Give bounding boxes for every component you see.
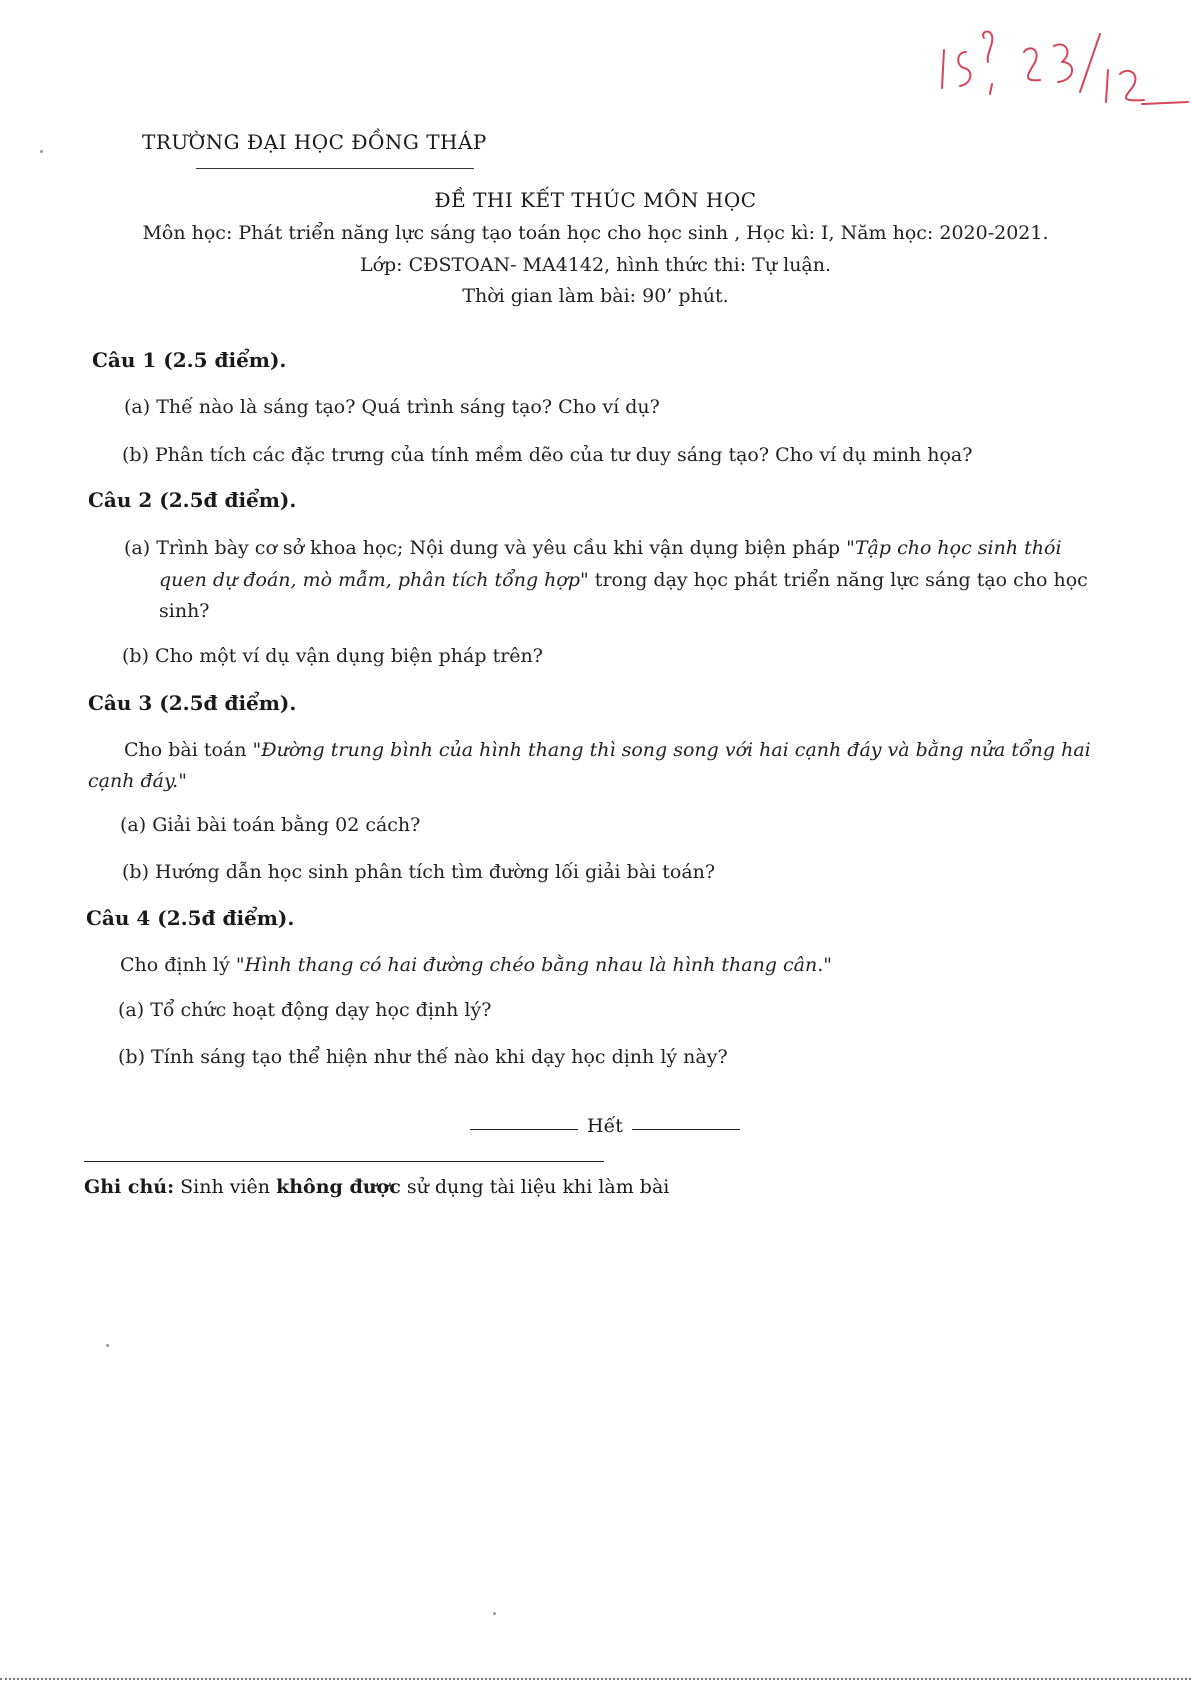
text-span: Cho bài toán " (124, 739, 262, 761)
text-span: Cho định lý " (120, 954, 245, 976)
question-3-part-b: (b) Hướng dẫn học sinh phân tích tìm đường lối giải bài toán? (122, 861, 716, 883)
question-2-part-a-line-1 (124, 537, 1062, 559)
time-line: Thời gian làm bài: 90’ phút. (462, 285, 729, 307)
italic-span: Hình thang có hai đường chéo bằng nhau là hình thang cân. (244, 954, 824, 976)
question-1-title: Câu 1 (2.5 điểm). (92, 348, 287, 372)
question-3-intro-line-1 (124, 739, 1091, 761)
note-label: Ghi chú: (84, 1176, 175, 1198)
note-text: sử dụng tài liệu khi làm bài (400, 1176, 670, 1198)
text-span: " (823, 954, 832, 976)
question-2-part-b: (b) Cho một ví dụ vận dụng biện pháp trên? (122, 645, 543, 667)
question-2-part-a-line-3: sinh? (159, 600, 210, 622)
class-line: Lớp: CĐSTOAN- MA4142, hình thức thi: Tự luận. (359, 254, 832, 276)
italic-span: cạnh đáy. (88, 770, 179, 792)
question-4-part-b: (b) Tính sáng tạo thể hiện như thế nào khi dạy học dịnh lý này? (118, 1046, 728, 1068)
scan-edge (0, 1678, 1191, 1680)
text-span: " trong dạy học phát triển năng lực sáng tạo cho học (580, 569, 1088, 591)
question-1-part-a: (a) Thế nào là sáng tạo? Quá trình sáng tạo? Cho ví dụ? (124, 396, 660, 418)
note-text: Sinh viên (174, 1176, 277, 1198)
scan-speck (40, 150, 43, 153)
school-name: TRƯỜNG ĐẠI HỌC ĐỒNG THÁP (142, 130, 487, 154)
question-3-intro-line-2 (88, 770, 187, 792)
scan-speck (106, 1344, 109, 1347)
note-emphasis: không được (276, 1176, 401, 1198)
question-1-part-b: (b) Phân tích các đặc trưng của tính mềm dẽo của tư duy sáng tạo? Cho ví dụ minh họa? (122, 444, 973, 466)
question-2-part-a-line-2 (159, 569, 1088, 591)
note-separator (84, 1161, 604, 1162)
end-marker (470, 1115, 740, 1141)
note (84, 1176, 669, 1198)
end-text: Hết (587, 1115, 623, 1137)
question-2-title: Câu 2 (2.5đ điểm). (88, 488, 297, 512)
exam-title: ĐỀ THI KẾT THÚC MÔN HỌC (434, 188, 757, 212)
question-3-title: Câu 3 (2.5đ điểm). (88, 691, 297, 715)
question-4-intro (120, 954, 832, 976)
question-3-part-a: (a) Giải bài toán bằng 02 cách? (120, 814, 421, 836)
school-underline (196, 168, 474, 169)
italic-span: quen dự đoán, mò mẫm, phân tích tổng hợp (159, 569, 581, 591)
end-rule-right (632, 1129, 740, 1130)
scan-speck (493, 1612, 496, 1615)
italic-span: Đường trung bình của hình thang thì song song với hai cạnh đáy và bằng nửa tổng hai (261, 739, 1091, 761)
question-4-title: Câu 4 (2.5đ điểm). (86, 906, 295, 930)
handwritten-annotation (930, 10, 1190, 120)
text-span: (a) Trình bày cơ sở khoa học; Nội dung và yêu cầu khi vận dụng biện pháp " (124, 537, 855, 559)
question-4-part-a: (a) Tổ chức hoạt động dạy học định lý? (118, 999, 492, 1021)
italic-span: Tập cho học sinh thói (854, 537, 1062, 559)
course-line: Môn học: Phát triển năng lực sáng tạo toán học cho học sinh , Học kì: I, Năm học: 2020-2021. (142, 222, 1049, 244)
text-span: " (178, 770, 187, 792)
